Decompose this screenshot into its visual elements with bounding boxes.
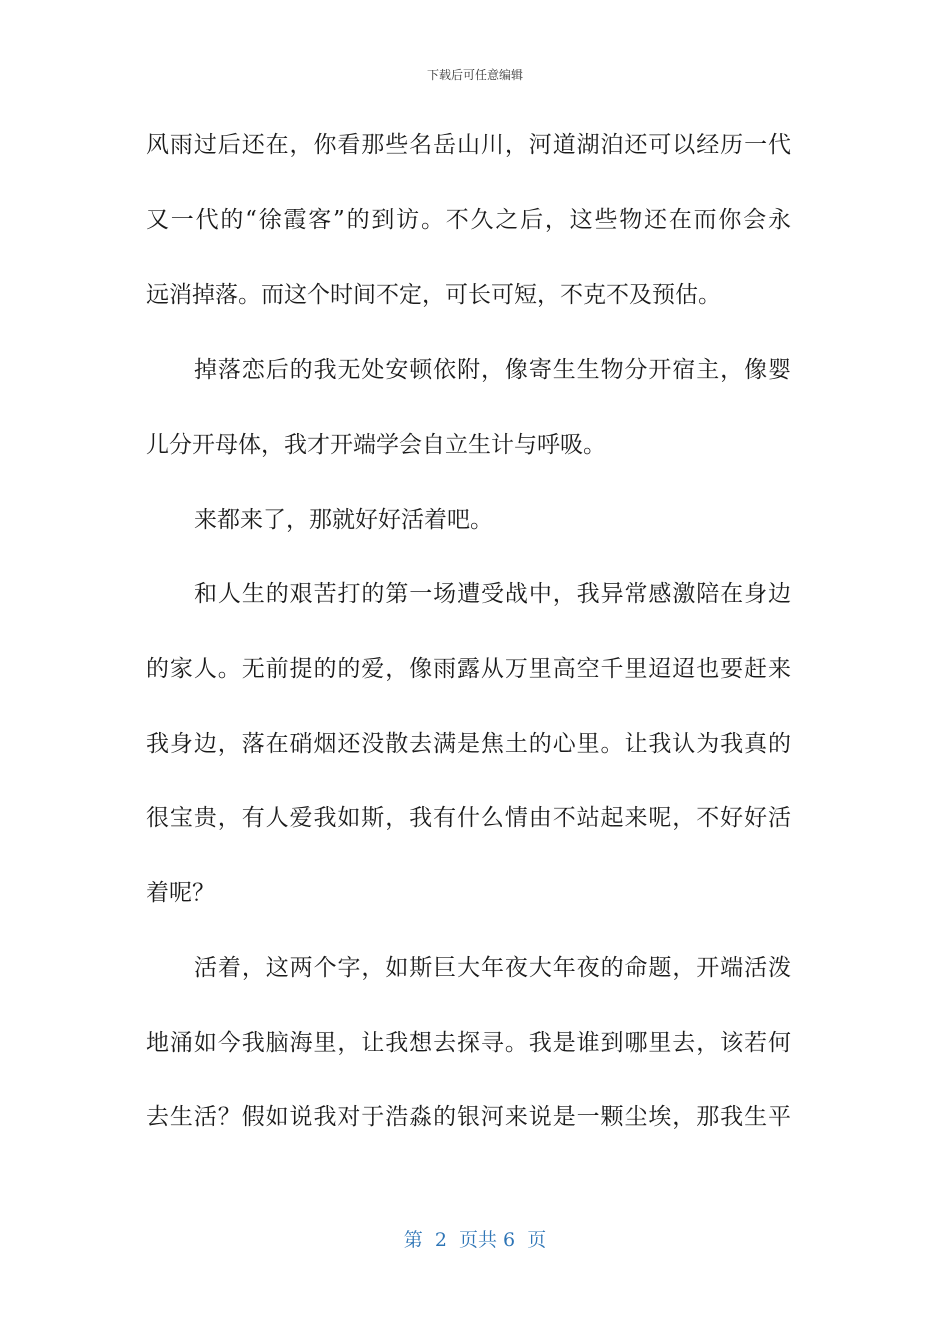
text-line: 又一代的“徐霞客”的到访。不久之后，这些物还在而你会永 <box>146 207 791 233</box>
text-line: 和人生的艰苦打的第一场遭受战中，我异常感激陪在身边 <box>194 581 791 607</box>
text-line: 远消掉落。而这个时间不定，可长可短，不克不及预估。 <box>146 282 721 308</box>
text-line: 活着，这两个字，如斯巨大年夜大年夜的命题，开端活泼 <box>194 955 791 981</box>
text-line: 很宝贵，有人爱我如斯，我有什么情由不站起来呢，不好好活 <box>146 805 791 831</box>
text-line: 儿分开母体，我才开端学会自立生计与呼吸。 <box>146 432 606 458</box>
text-line: 去生活？假如说我对于浩淼的银河来说是一颗尘埃，那我生平 <box>146 1104 791 1130</box>
page-number-footer: 第 2 页共 6 页 <box>403 1229 547 1251</box>
text-line: 着呢？ <box>146 880 215 906</box>
text-line: 我身边，落在硝烟还没散去满是焦土的心里。让我认为我真的 <box>146 731 791 757</box>
text-line: 风雨过后还在，你看那些名岳山川，河道湖泊还可以经历一代 <box>146 132 791 158</box>
text-line: 掉落恋后的我无处安顿依附，像寄生生物分开宿主，像婴 <box>194 357 791 383</box>
text-line: 来都来了，那就好好活着吧。 <box>194 507 493 533</box>
page-header: 下载后可任意编辑 <box>426 68 523 82</box>
text-line: 地涌如今我脑海里，让我想去探寻。我是谁到哪里去，该若何 <box>146 1030 791 1056</box>
text-line: 的家人。无前提的的爱，像雨露从万里高空千里迢迢也要赶来 <box>146 656 791 682</box>
